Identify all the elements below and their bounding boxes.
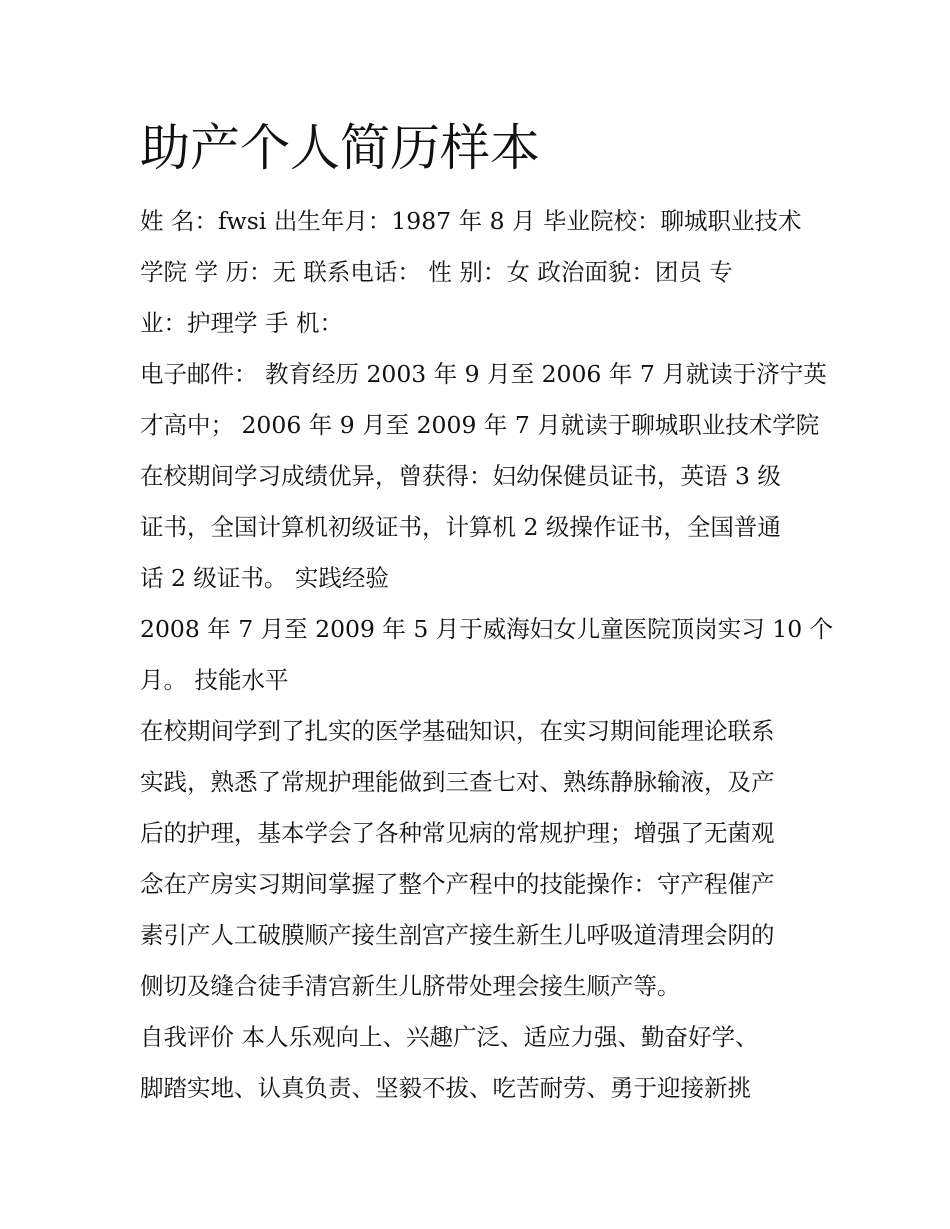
document-body xyxy=(140,196,834,1114)
text-line: 侧切及缝合徒手清宫新生儿脐带处理会接生顺产等。 xyxy=(140,972,681,1000)
text-line: 实践，熟悉了常规护理能做到三查七对、熟练静脉输液，及产 xyxy=(140,768,775,796)
text-line: 2008 年 7 月至 2009 年 5 月于威海妇女儿童医院顶岗实习 10 个 xyxy=(140,615,834,643)
text-line: 在校期间学到了扎实的医学基础知识，在实习期间能理论联系 xyxy=(140,717,775,745)
text-line: 业：护理学 手 机： xyxy=(140,309,343,337)
document-title: 助产个人简历样本 xyxy=(140,119,540,177)
text-line: 念在产房实习期间掌握了整个产程中的技能操作：守产程催产 xyxy=(140,870,775,898)
text-line: 学院 学 历：无 联系电话： 性 别：女 政治面貌：团员 专 xyxy=(140,258,733,286)
text-line: 自我评价 本人乐观向上、兴趣广泛、适应力强、勤奋好学、 xyxy=(140,1023,759,1051)
text-line: 后的护理，基本学会了各种常见病的常规护理；增强了无菌观 xyxy=(140,819,775,847)
text-line: 姓 名：fwsi 出生年月：1987 年 8 月 毕业院校：聊城职业技术 xyxy=(140,207,802,235)
text-line: 才高中； 2006 年 9 月至 2009 年 7 月就读于聊城职业技术学院 xyxy=(140,411,820,439)
text-line: 素引产人工破膜顺产接生剖宫产接生新生儿呼吸道清理会阴的 xyxy=(140,921,775,949)
text-line: 证书，全国计算机初级证书，计算机 2 级操作证书，全国普通 xyxy=(140,513,781,541)
text-line: 月。 技能水平 xyxy=(140,666,289,694)
text-line: 脚踏实地、认真负责、坚毅不拔、吃苦耐劳、勇于迎接新挑 xyxy=(140,1074,751,1102)
text-line: 在校期间学习成绩优异，曾获得：妇幼保健员证书，英语 3 级 xyxy=(140,462,781,490)
text-line: 电子邮件： 教育经历 2003 年 9 月至 2006 年 7 月就读于济宁英 xyxy=(140,360,827,388)
text-line: 话 2 级证书。 实践经验 xyxy=(140,564,389,592)
